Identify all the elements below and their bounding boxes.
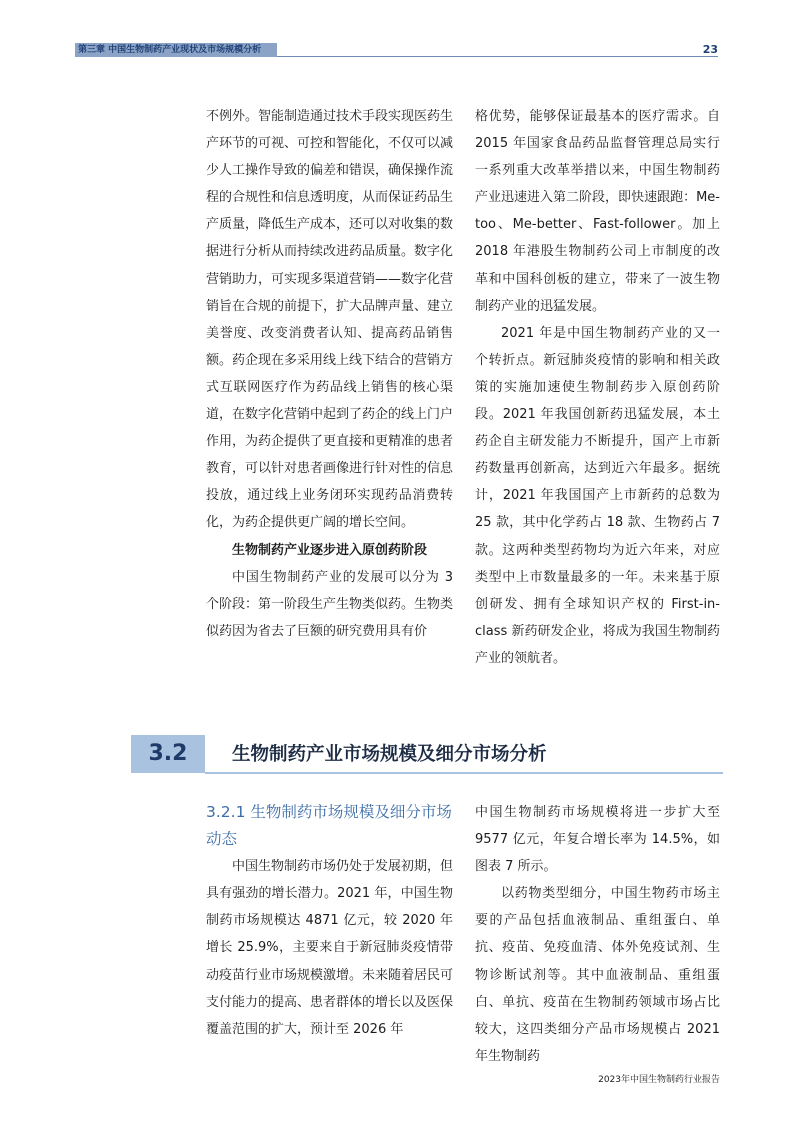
subsection-title: 3.2.1 生物制药市场规模及细分市场动态: [206, 803, 452, 849]
section-title: 生物制药产业市场规模及细分市场分析: [232, 744, 547, 765]
footer-report-title: 2023年中国生物制药行业报告: [598, 1075, 720, 1085]
column-left-top: [206, 103, 453, 645]
paragraph: 格优势，能够保证最基本的医疗需求。自 2015 年国家食品药品监督管理总局实行一系列重大改革举措以来，中国生物制药产业迅速进入第二阶段，即快速跟跑：Me-too、Me-better、Fast-follower。加上 2018 年港股生物制药公司上市制度的改革和中国科创板的建立，带来了一波生物制药产业的迅猛发展。: [475, 109, 720, 314]
paragraph: 中国生物制药市场仍处于发展初期，但具有强劲的增长潜力。2021 年，中国生物制药市场规模达 4871 亿元，较 2020 年增长 25.9%，主要来自于新冠肺炎疫情带动疫苗行业市场规模激增。未来随着居民可支付能力的提高、患者群体的增长以及医保覆盖范围的扩大，预计至 2026 年: [206, 859, 454, 1037]
paragraph: 不例外。智能制造通过技术手段实现医药生产环节的可视、可控和智能化，不仅可以减少人工操作导致的偏差和错误，确保操作流程的合规性和信息透明度，从而保证药品生产质量，降低生产成本，还可以对收集的数据进行分析从而持续改进药品质量。数字化营销助力，可实现多渠道营销——数字化营销旨在合规的前提下，扩大品牌声量、建立美誉度、改变消费者认知、提高药品销售额。药企现在多采用线上线下结合的营销方式互联网医疗作为药品线上销售的核心渠道，在数字化营销中起到了药企的线上门户作用，为药企提供了更直接和更精准的患者教育，可以针对患者画像进行针对性的信息投放，通过线上业务闭环实现药品消费转化，为药企提供更广阔的增长空间。: [206, 109, 454, 531]
column-right-bottom: [475, 799, 720, 1070]
section-rule: [205, 772, 723, 774]
paragraph: 2021 年是中国生物制药产业的又一个转折点。新冠肺炎疫情的影响和相关政策的实施加速使生物制药步入原创药阶段。2021 年我国创新药迅猛发展，本土药企自主研发能力不断提升，国产上市新药数量再创新高，达到近六年最多。据统计，2021 年我国国产上市新药的总数为 25 款，其中化学药占 18 款、生物药占 7 款。这两种类型药物均为近六年来，对应类型中上市数量最多的一年。未来基于原创研发、拥有全球知识产权的 First-in-class 新药研发企业，将成为我国生物制药产业的领航者。: [475, 325, 720, 666]
column-right-top: [475, 103, 720, 672]
paragraph: 以药物类型细分，中国生物药市场主要的产品包括血液制品、重组蛋白、单抗、疫苗、免疫血清、体外免疫试剂、生物诊断试剂等。其中血液制品、重组蛋白、单抗、疫苗在生物制药领域市场占比较大，这四类细分产品市场规模占 2021 年生物制药: [475, 886, 720, 1064]
column-left-bottom: [206, 799, 453, 1043]
section-number: 3.2: [148, 741, 188, 766]
subheading: 生物制药产业逐步进入原创药阶段: [232, 542, 428, 558]
chapter-title: 第三章 中国生物制药产业现状及市场规模分析: [78, 45, 262, 55]
header-rule: [277, 56, 718, 57]
paragraph: 中国生物制药产业的发展可以分为 3 个阶段：第一阶段生产生物类似药。生物类似药因为省去了巨额的研究费用具有价: [206, 569, 454, 639]
running-header: [0, 42, 793, 58]
section-number-box: [131, 735, 205, 773]
page-number: 23: [702, 43, 718, 56]
paragraph: 中国生物制药市场规模将进一步扩大至 9577 亿元，年复合增长率为 14.5%，如图表 7 所示。: [475, 805, 720, 875]
